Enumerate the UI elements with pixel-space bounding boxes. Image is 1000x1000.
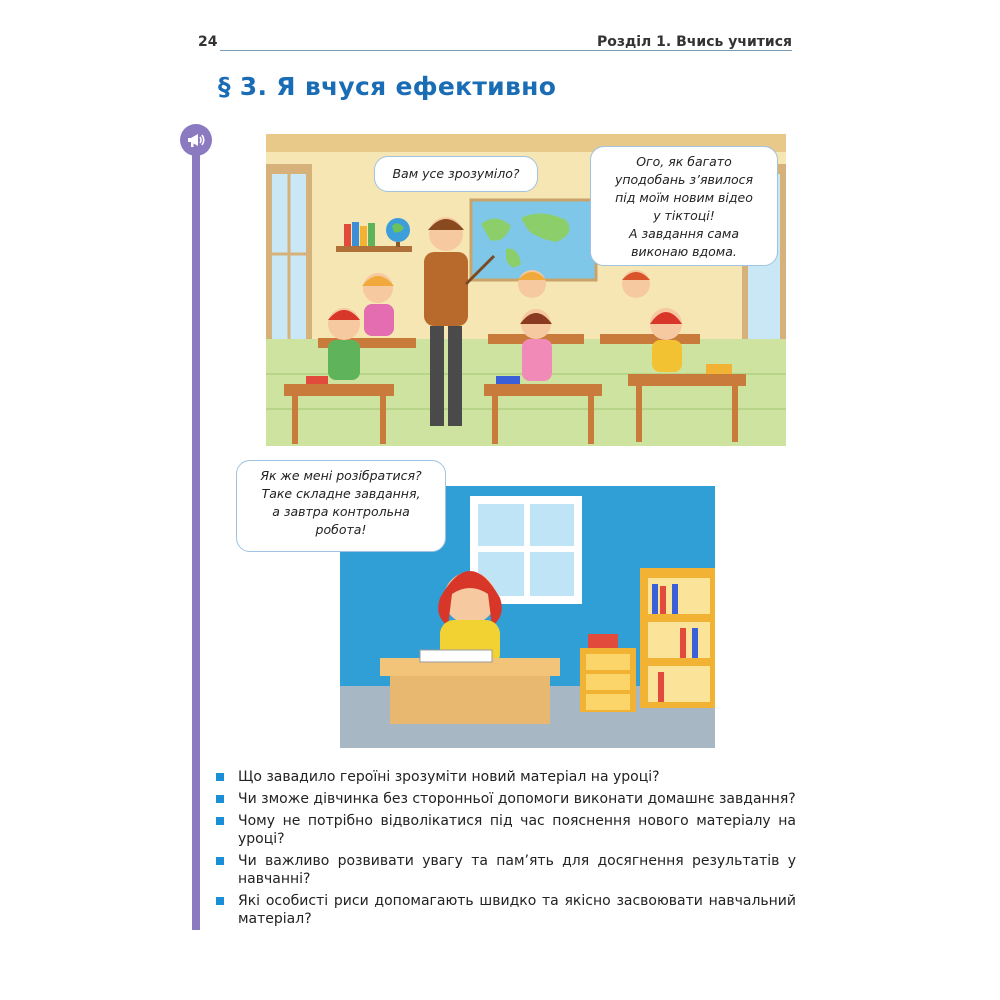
teacher-speech-bubble <box>374 156 538 192</box>
bubble-line: Ого, як багато <box>636 154 732 169</box>
bullet-square-icon <box>216 795 224 803</box>
bullet-square-icon <box>216 773 224 781</box>
question-item <box>214 790 796 808</box>
bullet-square-icon <box>216 897 224 905</box>
bubble-line: Таке складне завдання, <box>261 486 421 501</box>
question-item <box>214 812 796 848</box>
megaphone-icon <box>185 129 207 151</box>
bullet-square-icon <box>216 817 224 825</box>
bubble-line: Як же мені розібратися? <box>260 468 422 483</box>
student-speech-bubble <box>590 146 778 266</box>
section-title: § 3. Я вчуся ефективно <box>218 72 557 101</box>
bullet-square-icon <box>216 857 224 865</box>
question-item <box>214 852 796 888</box>
question-text: Які особисті риси допомагають швидко та якісно засвоювати навчальний матеріал? <box>238 893 796 927</box>
sidebar-badge <box>180 124 212 156</box>
bubble-line: виконаю вдома. <box>631 244 737 259</box>
page-number: 24 <box>198 34 218 50</box>
chapter-title: Розділ 1. Вчись учитися <box>596 34 792 50</box>
bubble-line: під моїм новим відео <box>615 190 753 205</box>
bubble-line: а завтра контрольна <box>272 504 410 519</box>
question-item <box>214 892 796 928</box>
question-item <box>214 768 796 786</box>
question-text: Чи важливо розвивати увагу та пам’ять для досягнення результатів у навчанні? <box>238 853 796 887</box>
sidebar-bar <box>192 150 200 930</box>
question-text: Чи зможе дівчинка без сторонньої допомоги виконати домашнє завдання? <box>238 791 796 807</box>
question-text: Що завадило героїні зрозуміти новий матеріал на уроці? <box>238 769 660 785</box>
bubble-line: робота! <box>315 522 367 537</box>
girl-speech-bubble <box>236 460 446 552</box>
header-rule <box>220 50 792 51</box>
bubble-line: А завдання сама <box>629 226 739 241</box>
teacher-bubble-text: Вам усе зрозуміло? <box>392 166 520 181</box>
question-text: Чому не потрібно відволікатися під час пояснення нового матеріалу на уроці? <box>238 813 796 847</box>
question-list <box>214 768 796 932</box>
bubble-line: у тіктоці! <box>653 208 715 223</box>
bubble-line: уподобань з’явилося <box>614 172 754 187</box>
